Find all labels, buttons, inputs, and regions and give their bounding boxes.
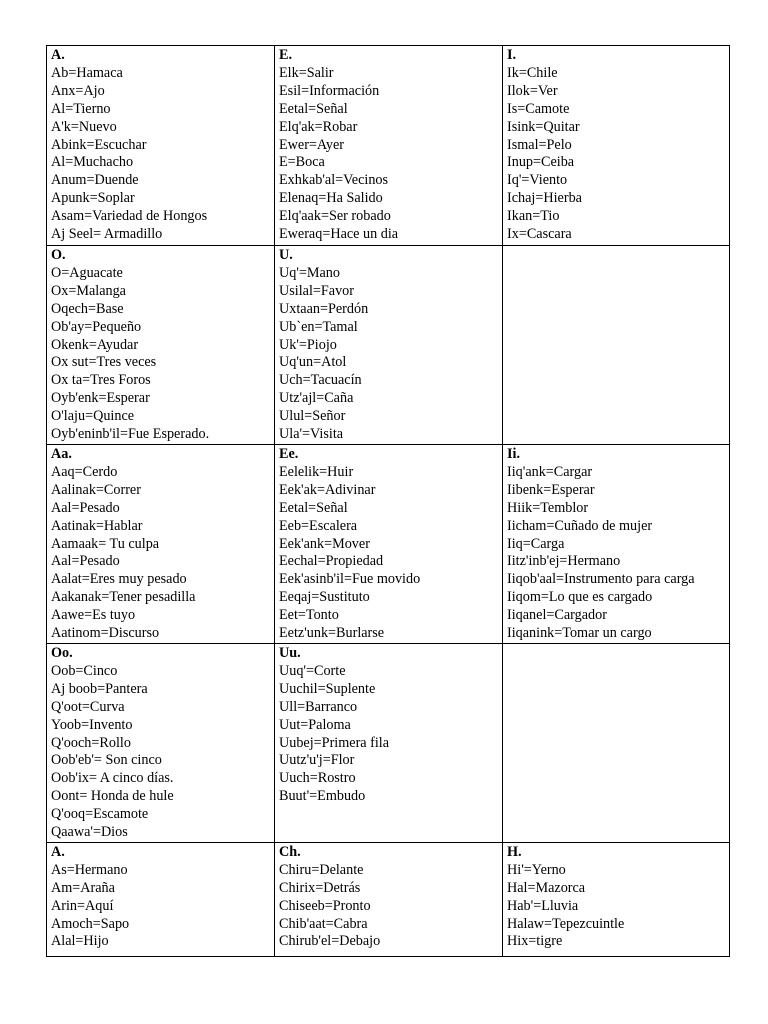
vocabulary-entry: Am=Araña <box>51 879 115 896</box>
vocabulary-entry: Iicham=Cuñado de mujer <box>507 517 653 534</box>
vocabulary-entry: Aatinak=Hablar <box>51 517 143 534</box>
letter-section <box>47 246 275 445</box>
section-heading: Ch. <box>279 843 301 860</box>
vocabulary-entry: Utz'ajl=Caña <box>279 390 354 407</box>
letter-section <box>47 46 275 246</box>
vocabulary-entry: Asam=Variedad de Hongos <box>51 208 208 225</box>
vocabulary-entry: Eetal=Señal <box>279 100 348 117</box>
vocabulary-entry: Eetz'unk=Burlarse <box>279 625 385 642</box>
letter-section <box>275 246 503 445</box>
section-heading: A. <box>51 843 65 860</box>
vocabulary-entry: Usilal=Favor <box>279 282 354 299</box>
vocabulary-entry: Alal=Hijo <box>51 933 109 950</box>
vocabulary-entry: Aal=Pesado <box>51 499 120 516</box>
vocabulary-entry: Inup=Ceiba <box>507 154 575 171</box>
vocabulary-entry: Ull=Barranco <box>279 698 358 715</box>
vocabulary-entry: Eetal=Señal <box>279 499 348 516</box>
vocabulary-entry: E=Boca <box>279 154 325 171</box>
vocabulary-entry: Aj Seel= Armadillo <box>51 226 163 243</box>
vocabulary-entry: Uuchil=Suplente <box>279 680 376 697</box>
section-heading: Uu. <box>279 644 301 661</box>
vocabulary-entry: Eek'ank=Mover <box>279 535 370 552</box>
vocabulary-entry: Halaw=Tepezcuintle <box>507 915 625 932</box>
section-heading: Oo. <box>51 644 73 661</box>
vocabulary-entry: Aj boob=Pantera <box>51 680 148 697</box>
section-heading: Aa. <box>51 445 72 462</box>
vocabulary-entry: Iitz'inb'ej=Hermano <box>507 553 621 570</box>
vocabulary-entry: Aakanak=Tener pesadilla <box>51 589 196 606</box>
vocabulary-entry: Iiq'ank=Cargar <box>507 463 593 480</box>
vocabulary-entry: Isink=Quitar <box>507 118 580 135</box>
vocabulary-entry: O=Aguacate <box>51 264 123 281</box>
empty-cell <box>503 246 730 445</box>
vocabulary-entry: Chib'aat=Cabra <box>279 915 368 932</box>
vocabulary-entry: Buut'=Embudo <box>279 788 366 805</box>
vocabulary-entry: Oqech=Base <box>51 300 124 317</box>
vocabulary-entry: Chiseeb=Pronto <box>279 897 371 914</box>
section-heading: I. <box>507 47 517 63</box>
vocabulary-entry: Uut=Paloma <box>279 716 351 733</box>
vocabulary-entry: Iiqob'aal=Instrumento para carga <box>507 571 695 588</box>
vocabulary-entry: Aaq=Cerdo <box>51 463 118 480</box>
vocabulary-entry: Ix=Cascara <box>507 226 572 243</box>
vocabulary-entry: Al=Tierno <box>51 100 111 117</box>
vocabulary-entry: Oyb'eninb'il=Fue Esperado. <box>51 426 210 443</box>
vocabulary-entry: Al=Muchacho <box>51 154 134 171</box>
vocabulary-entry: Eek'ak=Adivinar <box>279 481 376 498</box>
vocabulary-entry: Uq'un=Atol <box>279 354 347 371</box>
vocabulary-entry: Q'ooq=Escamote <box>51 806 149 823</box>
vocabulary-entry: Iibenk=Esperar <box>507 481 595 498</box>
vocabulary-entry: Oob'ix= A cinco días. <box>51 770 174 787</box>
vocabulary-entry: Chirub'el=Debajo <box>279 933 381 950</box>
vocabulary-entry: Eet=Tonto <box>279 607 339 624</box>
vocabulary-entry: Uxtaan=Perdón <box>279 300 369 317</box>
vocabulary-entry: Ox sut=Tres veces <box>51 354 157 371</box>
vocabulary-entry: Uubej=Primera fila <box>279 734 390 751</box>
vocabulary-entry: Aalat=Eres muy pesado <box>51 571 187 588</box>
vocabulary-entry: Hab'=Lluvia <box>507 897 579 914</box>
vocabulary-entry: Uuch=Rostro <box>279 770 356 787</box>
vocabulary-entry: Aal=Pesado <box>51 553 120 570</box>
vocabulary-entry: Hiik=Temblor <box>507 499 589 516</box>
vocabulary-entry: Iiqanink=Tomar un cargo <box>507 625 652 642</box>
table-row <box>47 643 730 842</box>
vocabulary-entry: Eechal=Propiedad <box>279 553 384 570</box>
vocabulary-entry: Amoch=Sapo <box>51 915 130 932</box>
vocabulary-entry: Aatinom=Discurso <box>51 625 160 642</box>
vocabulary-entry: Hal=Mazorca <box>507 879 586 896</box>
vocabulary-entry: Ulul=Señor <box>279 408 346 425</box>
vocabulary-entry: Oob=Cinco <box>51 662 118 679</box>
section-heading: A. <box>51 47 65 63</box>
section-heading: O. <box>51 247 66 263</box>
vocabulary-entry: Arin=Aquí <box>51 897 114 914</box>
section-heading: Ii. <box>507 445 521 462</box>
letter-section <box>47 842 275 956</box>
vocabulary-entry: Anx=Ajo <box>51 82 105 99</box>
vocabulary-entry: Eelelik=Huir <box>279 463 354 480</box>
letter-section <box>275 643 503 842</box>
vocabulary-entry: Eek'asinb'il=Fue movido <box>279 571 421 588</box>
vocabulary-entry: Chiru=Delante <box>279 861 364 878</box>
vocabulary-entry: Oob'eb'= Son cinco <box>51 752 162 769</box>
vocabulary-entry: Aamaak= Tu culpa <box>51 535 160 552</box>
letter-section <box>275 46 503 246</box>
vocabulary-entry: Elenaq=Ha Salido <box>279 190 383 207</box>
vocabulary-entry: Hi'=Yerno <box>507 861 566 878</box>
vocabulary-entry: Q'ooch=Rollo <box>51 734 131 751</box>
letter-section <box>503 46 730 246</box>
vocabulary-entry: Is=Camote <box>507 100 570 117</box>
table-row <box>47 444 730 643</box>
vocabulary-entry: Uq'=Mano <box>279 264 340 281</box>
vocabulary-entry: Ilok=Ver <box>507 82 558 99</box>
vocabulary-entry: Ub`en=Tamal <box>279 318 358 335</box>
vocabulary-entry: Apunk=Soplar <box>51 190 135 207</box>
vocabulary-entry: Iiqanel=Cargador <box>507 607 607 624</box>
vocabulary-entry: Elk=Salir <box>279 64 334 81</box>
table-row <box>47 246 730 445</box>
empty-cell <box>503 643 730 842</box>
letter-section <box>275 842 503 956</box>
vocabulary-entry: Ewer=Ayer <box>279 136 344 153</box>
vocabulary-entry: Ox=Malanga <box>51 282 126 299</box>
vocabulary-entry: Iiq=Carga <box>507 535 565 552</box>
vocabulary-entry: Oont= Honda de hule <box>51 788 174 805</box>
vocabulary-entry: Uk'=Piojo <box>279 336 337 353</box>
vocabulary-entry: Esil=Información <box>279 82 380 99</box>
vocabulary-entry: Ikan=Tio <box>507 208 560 225</box>
section-heading: H. <box>507 843 522 860</box>
vocabulary-entry: Yoob=Invento <box>51 716 133 733</box>
letter-section <box>503 444 730 643</box>
vocabulary-entry: Eeqaj=Sustituto <box>279 589 370 606</box>
vocabulary-entry: Abink=Escuchar <box>51 136 147 153</box>
vocabulary-entry: Ab=Hamaca <box>51 64 123 81</box>
vocabulary-entry: A'k=Nuevo <box>51 118 117 135</box>
table-row <box>47 842 730 956</box>
vocabulary-entry: Ismal=Pelo <box>507 136 572 153</box>
vocabulary-entry: Qaawa'=Dios <box>51 824 128 841</box>
vocabulary-entry: Chirix=Detrás <box>279 879 361 896</box>
vocabulary-entry: Ichaj=Hierba <box>507 190 582 207</box>
vocabulary-entry: Aawe=Es tuyo <box>51 607 136 624</box>
section-heading: Ee. <box>279 445 299 462</box>
vocabulary-entry: Iq'=Viento <box>507 172 568 189</box>
vocabulary-entry: Ula'=Visita <box>279 426 344 443</box>
letter-section <box>47 643 275 842</box>
letter-section <box>47 444 275 643</box>
letter-section <box>275 444 503 643</box>
section-heading: E. <box>279 47 293 63</box>
vocabulary-entry: Ob'ay=Pequeño <box>51 318 142 335</box>
vocabulary-entry: Hix=tigre <box>507 933 563 950</box>
vocabulary-entry: Oyb'enk=Esperar <box>51 390 150 407</box>
vocabulary-entry: Okenk=Ayudar <box>51 336 139 353</box>
vocabulary-entry: Eweraq=Hace un dia <box>279 226 399 243</box>
vocabulary-entry: Q'oot=Curva <box>51 698 125 715</box>
vocabulary-entry: Anum=Duende <box>51 172 139 189</box>
vocabulary-entry: Exhkab'al=Vecinos <box>279 172 389 189</box>
vocabulary-entry: Ik=Chile <box>507 64 558 81</box>
section-heading: U. <box>279 247 293 263</box>
vocabulary-entry: Eeb=Escalera <box>279 517 358 534</box>
vocabulary-entry: Aalinak=Correr <box>51 481 141 498</box>
vocabulary-entry: Uch=Tacuacín <box>279 372 362 389</box>
vocabulary-entry: Elq'ak=Robar <box>279 118 358 135</box>
vocabulary-entry: As=Hermano <box>51 861 128 878</box>
vocabulary-entry: Elq'aak=Ser robado <box>279 208 391 225</box>
table-row <box>47 46 730 246</box>
vocabulary-entry: O'laju=Quince <box>51 408 135 425</box>
vocabulary-entry: Iiqom=Lo que es cargado <box>507 589 653 606</box>
vocabulary-entry: Ox ta=Tres Foros <box>51 372 151 389</box>
vocabulary-entry: Uuq'=Corte <box>279 662 346 679</box>
vocabulary-entry: Uutz'u'j=Flor <box>279 752 355 769</box>
vocabulary-table <box>46 45 730 957</box>
letter-section <box>503 842 730 956</box>
